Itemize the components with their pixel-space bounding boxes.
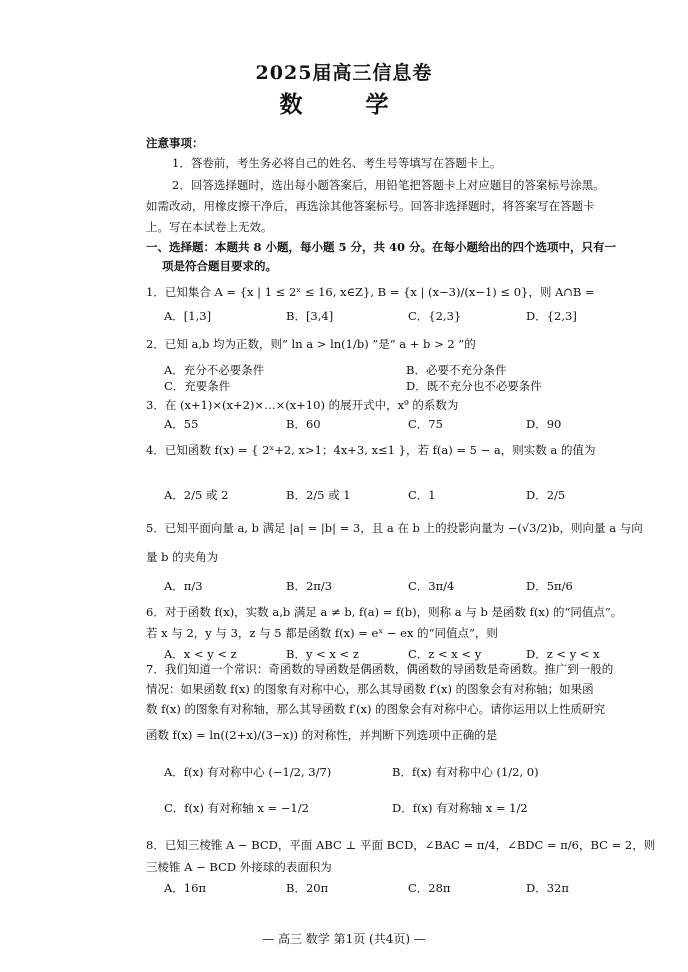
question-6-option-c: C．z < x < y [408,647,482,661]
question-3-option-c: C．75 [408,417,443,431]
page-footer: — 高三 数学 第1页 (共4页) — [262,932,426,946]
question-5-stem-line-2: 量 b 的夹角为 [146,550,219,564]
question-1-option-b: B．[3,4] [286,309,334,323]
question-8-option-a: A．16π [164,881,206,895]
question-2-option-b: B．必要不充分条件 [406,363,507,377]
question-6-option-b: B．y < x < z [286,647,359,661]
question-5-stem-line-1: 5．已知平面向量 a, b 满足 |a| = |b| = 3，且 a 在 b 上的投影向量为 −(√3/2)b，则向量 a 与向 [146,521,643,535]
question-5-option-a: A．π/3 [164,579,203,593]
question-4-stem: 4．已知函数 f(x) = { 2ˣ+2, x>1；4x+3, x≤1 }，若 f(a) = 5 − a，则实数 a 的值为 [146,443,596,457]
question-2-option-a: A．充分不必要条件 [164,363,265,377]
question-7-stem-line-1: 7．我们知道一个常识：奇函数的导函数是偶函数，偶函数的导函数是奇函数。推广到一般的 [146,662,614,676]
question-5-option-c: C．3π/4 [408,579,455,593]
question-5-option-d: D．5π/6 [526,579,573,593]
question-7-option-d: D．f(x) 有对称轴 x = 1/2 [392,801,528,815]
question-2-stem: 2．已知 a,b 均为正数，则“ ln a > ln(1/b) ”是“ a + b > 2 ”的 [146,337,476,351]
question-8-stem-line-2: 三棱锥 A − BCD 外接球的表面积为 [146,860,332,874]
page-title: 2025届高三信息卷 [255,62,433,84]
question-7-option-a: A．f(x) 有对称中心 (−1/2, 3/7) [164,765,332,779]
question-7-stem-line-4: 函数 f(x) = ln((2+x)/(3−x)) 的对称性，并判断下列选项中正确的是 [146,728,498,742]
notes-item-2-line-3: 上。写在本试卷上无效。 [146,220,273,234]
section-heading-line-2: 项是符合题目要求的。 [162,259,277,273]
question-6-stem-line-2: 若 x 与 2，y 与 3，z 与 5 都是函数 f(x) = eˣ − ex 的“同值点”，则 [146,626,498,640]
question-3-option-a: A．55 [164,417,199,431]
question-3-option-b: B．60 [286,417,321,431]
question-5-option-b: B．2π/3 [286,579,333,593]
question-1-option-a: A．[1,3] [164,309,212,323]
question-4-option-a: A．2/5 或 2 [164,488,229,502]
question-6-stem-line-1: 6．对于函数 f(x)，实数 a,b 满足 a ≠ b, f(a) = f(b)，则称 a 与 b 是函数 f(x) 的“同值点”。 [146,605,623,619]
question-2-option-d: D．既不充分也不必要条件 [406,379,542,393]
notes-heading: 注意事项： [146,136,204,150]
question-4-option-c: C．1 [408,488,436,502]
question-7-stem-line-2: 情况：如果函数 f(x) 的图象有对称中心，那么其导函数 f′(x) 的图象会有对称轴；如果函 [146,682,594,696]
notes-item-2-line-1: 2．回答选择题时，选出每小题答案后，用铅笔把答题卡上对应题目的答案标号涂黑。 [172,178,605,192]
question-2-option-c: C．充要条件 [164,379,231,393]
question-6-option-a: A．x < y < z [164,647,237,661]
question-8-option-c: C．28π [408,881,451,895]
question-1-stem: 1．已知集合 A = {x | 1 ≤ 2ˣ ≤ 16, x∈Z}, B = {x | (x−3)/(x−1) ≤ 0}，则 A∩B = [146,285,595,299]
section-heading-line-1: 一、选择题：本题共 8 小题，每小题 5 分，共 40 分。在每小题给出的四个选项中，只有一 [146,240,617,254]
question-3-option-d: D．90 [526,417,562,431]
question-1-option-c: C．{2,3} [408,309,462,323]
subject-title: 数 学 [279,91,409,118]
question-8-option-d: D．32π [526,881,569,895]
question-4-option-d: D．2/5 [526,488,566,502]
question-7-option-c: C．f(x) 有对称轴 x = −1/2 [164,801,309,815]
question-6-option-d: D．z < y < x [526,647,600,661]
question-8-option-b: B．20π [286,881,329,895]
notes-item-1: 1．答卷前，考生务必将自己的姓名、考生号等填写在答题卡上。 [172,156,502,170]
question-1-option-d: D．{2,3] [526,309,577,323]
question-3-stem: 3．在 (x+1)×(x+2)×…×(x+10) 的展开式中，x⁹ 的系数为 [146,398,459,412]
notes-item-2-line-2: 如需改动，用橡皮擦干净后，再选涂其他答案标号。回答非选择题时，将答案写在答题卡 [146,199,595,213]
question-7-stem-line-3: 数 f(x) 的图象有对称轴，那么其导函数 f′(x) 的图象会有对称中心。请你运用以上性质研究 [146,702,606,716]
question-7-option-b: B．f(x) 有对称中心 (1/2, 0) [392,765,539,779]
question-4-option-b: B．2/5 或 1 [286,488,351,502]
question-8-stem-line-1: 8．已知三棱锥 A − BCD，平面 ABC ⊥ 平面 BCD，∠BAC = π/4，∠BDC = π/6，BC = 2，则 [146,838,656,852]
